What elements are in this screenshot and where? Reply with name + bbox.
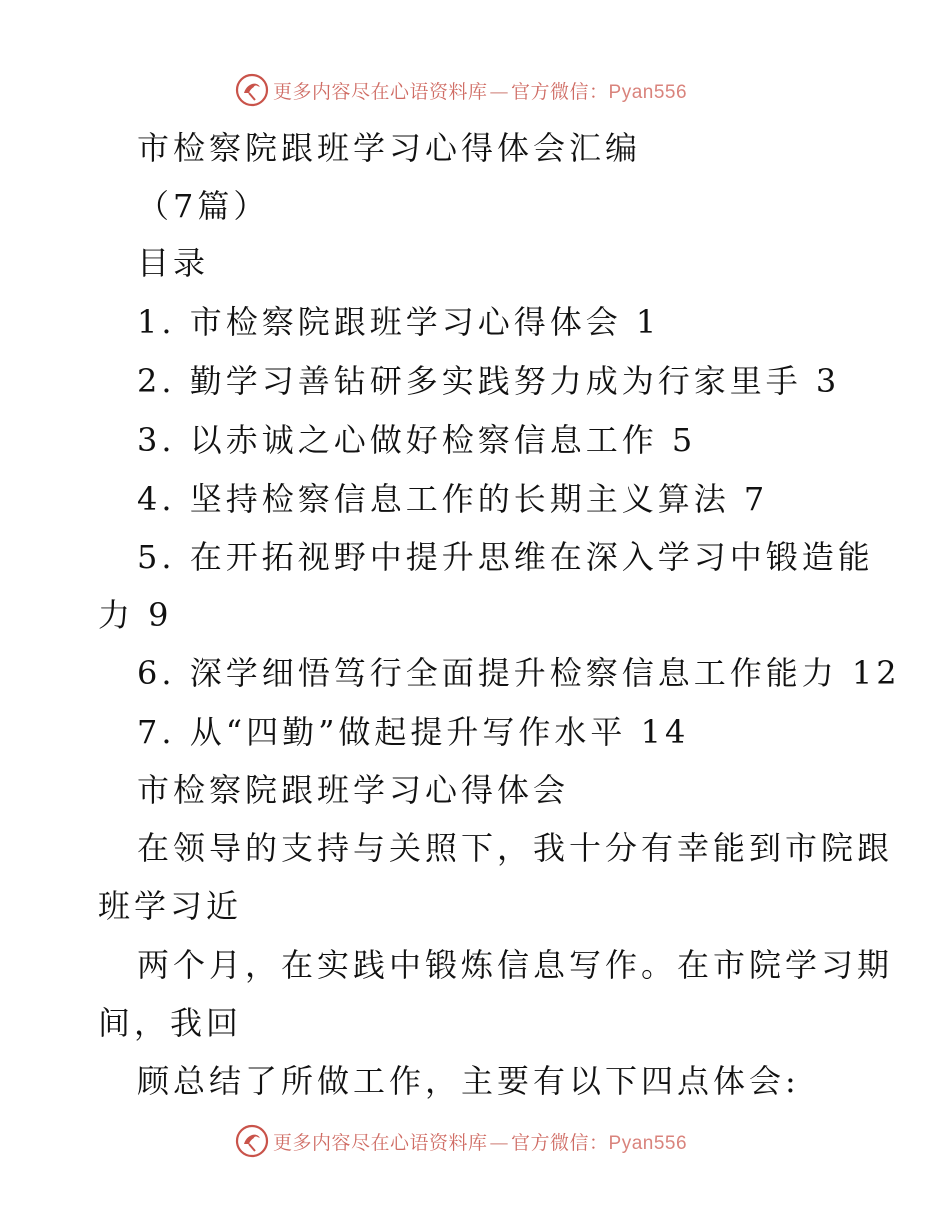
- toc-item: 1. 市检察院跟班学习心得体会 1: [137, 303, 661, 341]
- section-title: 市检察院跟班学习心得体会: [137, 771, 570, 809]
- watermark-official: 官方微信：: [511, 1131, 609, 1154]
- document-title: 市检察院跟班学习心得体会汇编: [137, 129, 642, 167]
- toc-item: 3. 以赤诚之心做好检察信息工作 5: [137, 421, 697, 459]
- document-count: （7篇）: [137, 187, 270, 225]
- paragraph-line: 两个月，在实践中锻炼信息写作。在市院学习期: [137, 946, 894, 984]
- watermark-header: [235, 72, 755, 108]
- paragraph-line: 班学习近: [98, 887, 243, 925]
- toc-item: 7. 从“四勤”做起提升写作水平 14: [137, 713, 690, 751]
- paragraph-line: 在领导的支持与关照下，我十分有幸能到市院跟: [137, 829, 894, 867]
- paragraph-line: 顾总结了所做工作，主要有以下四点体会:: [137, 1062, 800, 1100]
- rose-logo-icon: [235, 1124, 269, 1158]
- toc-item: 6. 深学细悟笃行全面提升检察信息工作能力 12: [137, 654, 901, 692]
- rose-logo-icon: [235, 73, 269, 107]
- toc-item: 4. 坚持检察信息工作的长期主义算法 7: [137, 480, 769, 518]
- watermark-id: Pyan556: [608, 81, 688, 103]
- paragraph-line: 间，我回: [98, 1004, 243, 1042]
- watermark-official: 官方微信：: [511, 80, 609, 103]
- watermark-id: Pyan556: [608, 1132, 688, 1154]
- watermark-chinese: 更多内容尽在心语资料库: [273, 80, 488, 103]
- toc-heading: 目录: [137, 244, 210, 282]
- toc-item: 2. 勤学习善钻研多实践努力成为行家里手 3: [137, 362, 841, 400]
- toc-item: 5. 在开拓视野中提升思维在深入学习中锻造能: [137, 538, 874, 576]
- watermark-footer: [235, 1123, 755, 1159]
- watermark-dash: —: [489, 80, 510, 103]
- watermark-dash: —: [489, 1131, 510, 1154]
- toc-item-continued: 力 9: [98, 596, 173, 634]
- watermark-chinese: 更多内容尽在心语资料库: [273, 1131, 488, 1154]
